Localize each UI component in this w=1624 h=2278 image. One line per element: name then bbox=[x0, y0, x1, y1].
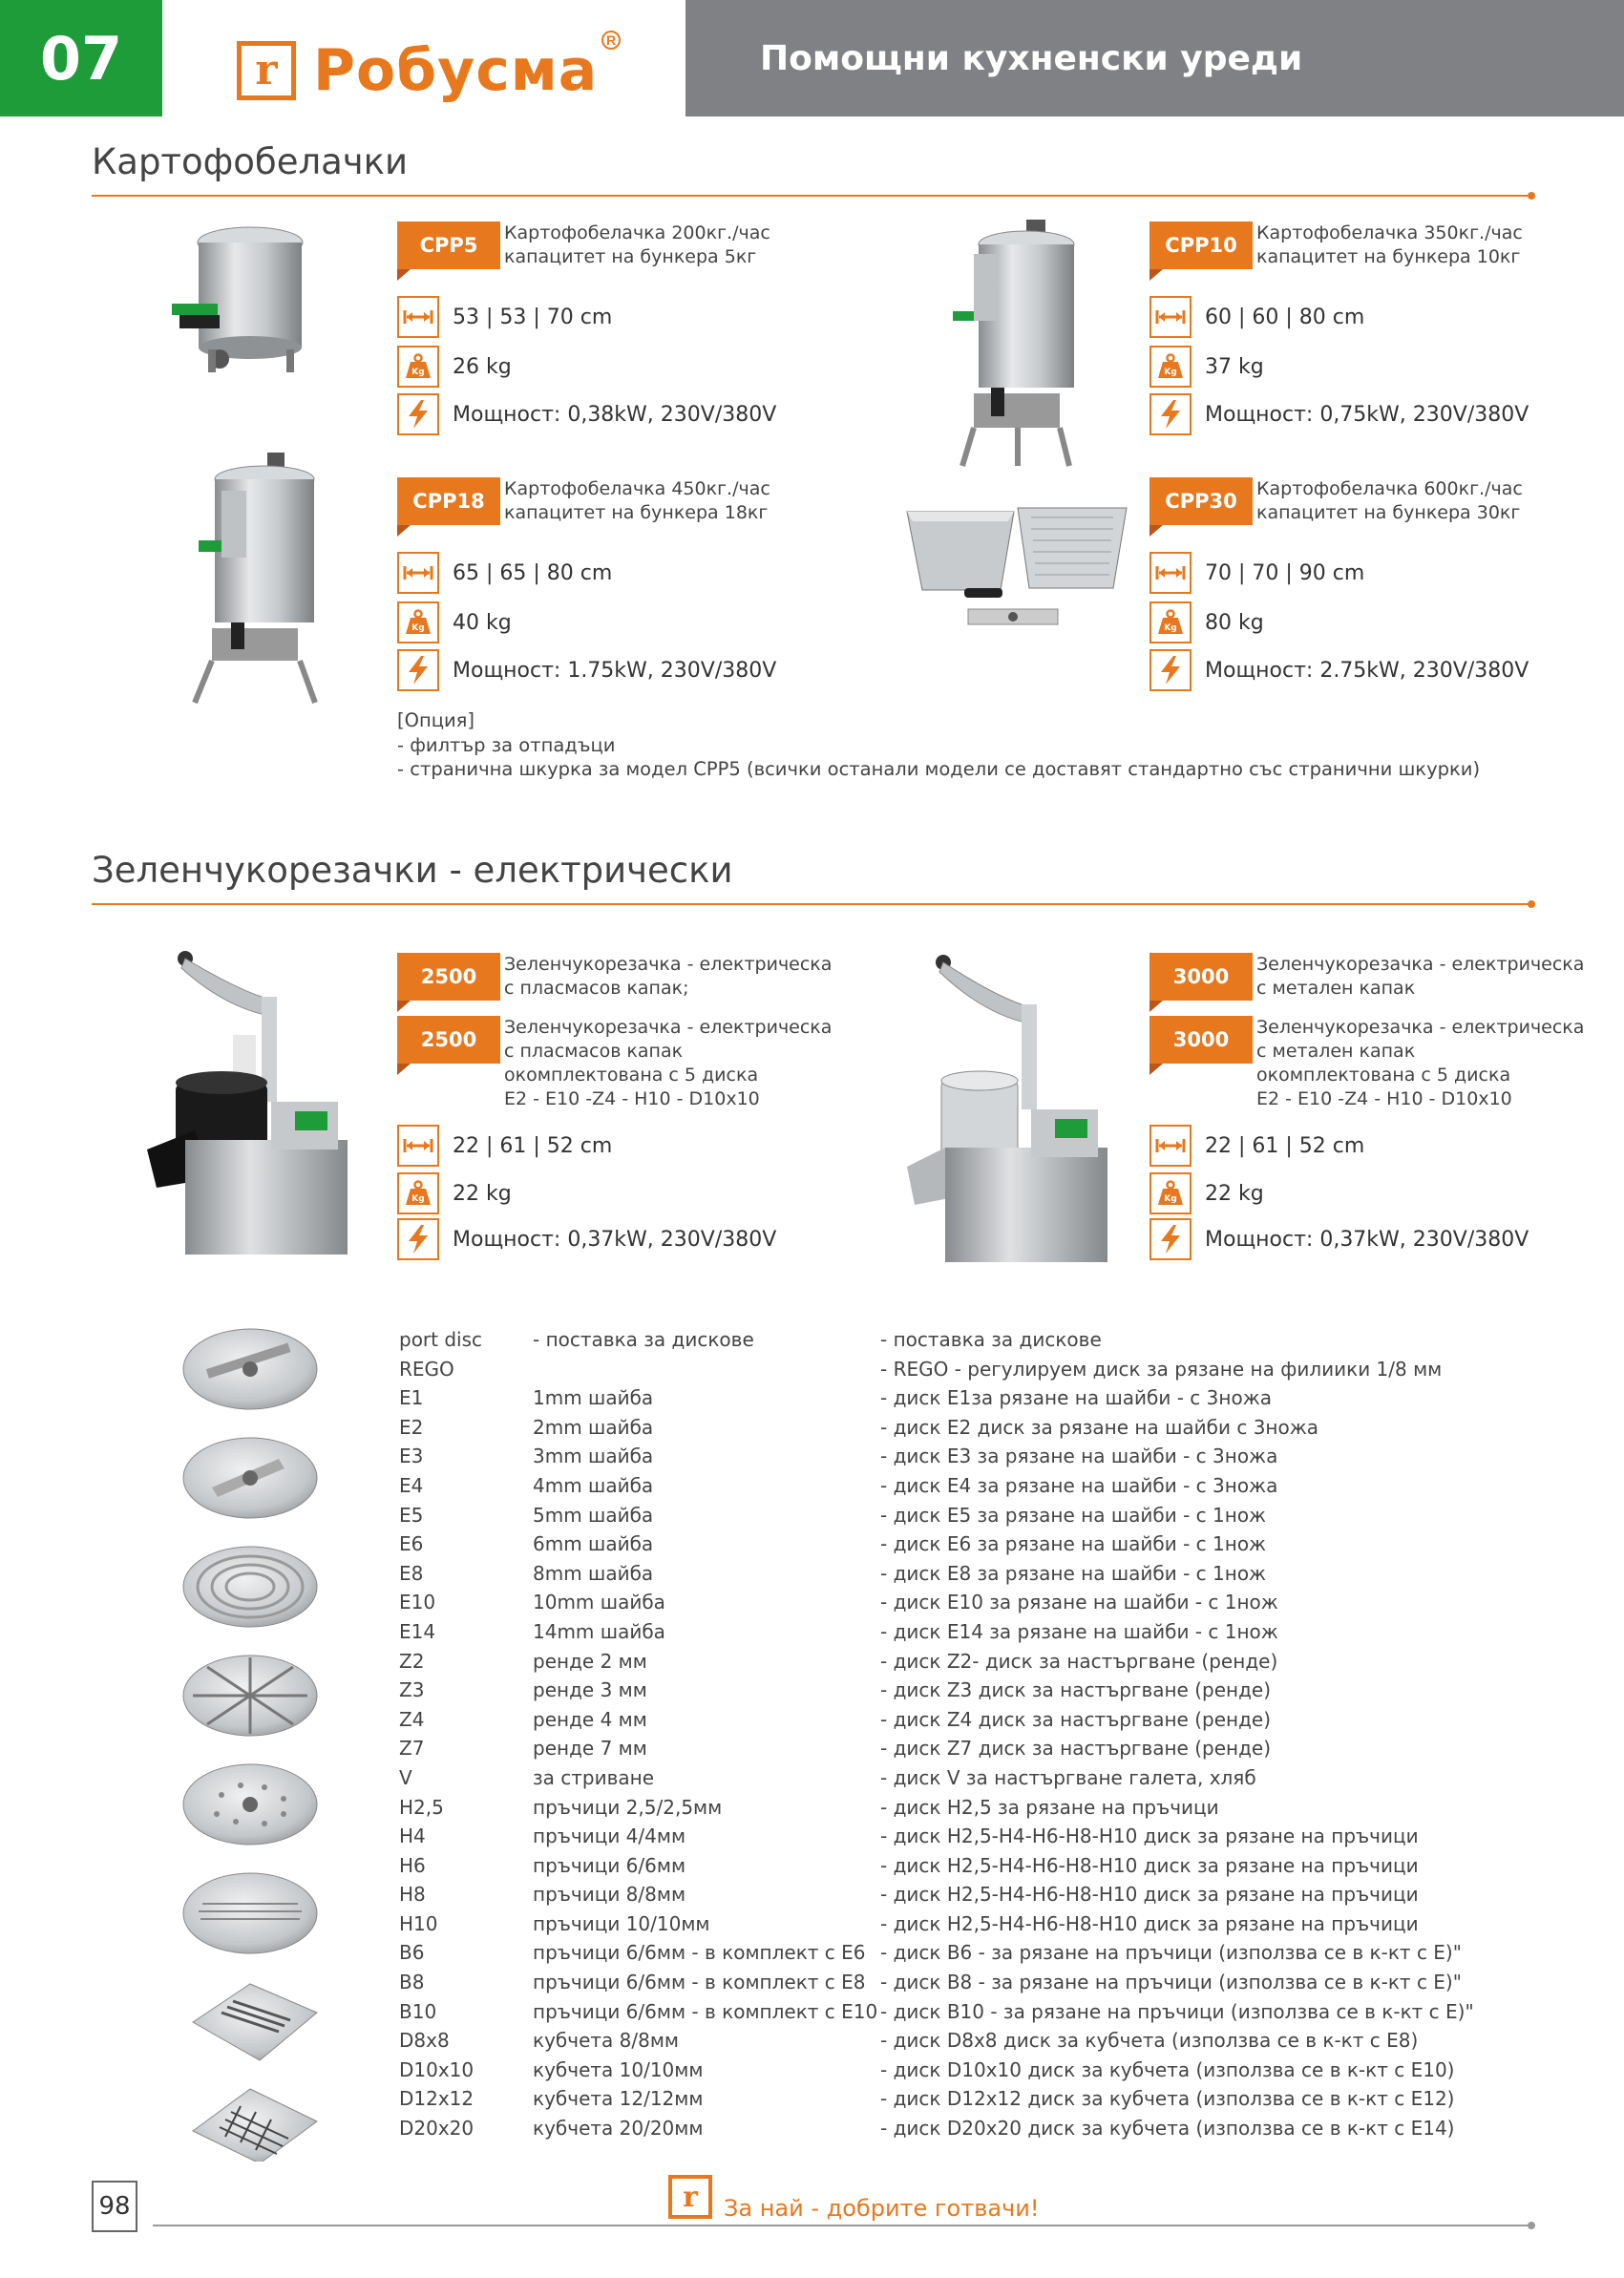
model-description bbox=[1256, 477, 1523, 525]
disc-size: пръчици 4/4мм bbox=[533, 1825, 686, 1848]
spec-row-power bbox=[1149, 649, 1529, 691]
disc-description: - диск Z2- диск за настъргване (ренде) bbox=[880, 1649, 1278, 1673]
model-description bbox=[1256, 953, 1584, 1001]
disc-description: - REGO - регулируем диск за рязане на филиики 1/8 мм bbox=[880, 1357, 1443, 1381]
disc-fine-grater-icon bbox=[183, 1764, 317, 1845]
disc-code: D12x12 bbox=[399, 2087, 475, 2111]
disc-description: - диск D12x12 диск за кубчета (използва се в к-кт с E12) bbox=[880, 2087, 1455, 2111]
description-line: Зеленчукорезачка - електрическа bbox=[1256, 1017, 1585, 1038]
model-code-badge: CPP30 bbox=[1149, 477, 1253, 525]
section-title-slicers: Зеленчукорезачки - електрически bbox=[92, 850, 733, 891]
description-line: капацитет на бункера 5кг bbox=[504, 246, 757, 267]
option-note bbox=[397, 708, 1480, 782]
spec-row-weight bbox=[397, 601, 512, 643]
footer-logo-icon: r bbox=[668, 2175, 712, 2219]
disc-size: кубчета 20/20мм bbox=[533, 2117, 704, 2141]
description-line: с пласмасов капак bbox=[504, 1041, 684, 1062]
spec-power: Мощност: 0,37kW, 230V/380V bbox=[453, 1227, 777, 1252]
peeler-cpp18-image bbox=[183, 453, 327, 710]
spec-weight: 40 kg bbox=[453, 610, 512, 635]
description-line: Картофобелачка 450кг./час bbox=[504, 478, 770, 499]
spec-row-dims bbox=[1149, 1125, 1364, 1167]
brand-logo bbox=[237, 32, 617, 105]
disc-description: - диск H2,5-H4-H6-H8-H10 диск за рязане на пръчици bbox=[880, 1911, 1419, 1935]
footer-divider bbox=[153, 2225, 1531, 2226]
lightning-bolt-icon bbox=[1149, 649, 1192, 691]
disc-size: кубчета 10/10мм bbox=[533, 2057, 704, 2081]
spec-weight: 80 kg bbox=[1205, 610, 1264, 635]
weight-kg-icon bbox=[397, 1172, 439, 1214]
disc-size: 4mm шайба bbox=[533, 1473, 654, 1497]
spec-power: Мощност: 0,75kW, 230V/380V bbox=[1205, 402, 1529, 427]
disc-code: H8 bbox=[399, 1883, 426, 1907]
logo-mark-icon: r bbox=[237, 41, 296, 100]
description-line: капацитет на бункера 18кг bbox=[504, 502, 769, 523]
lightning-bolt-icon bbox=[397, 649, 439, 691]
spec-row-weight bbox=[1149, 601, 1264, 643]
model-code-badge: CPP5 bbox=[397, 221, 500, 269]
spec-row-weight bbox=[1149, 1172, 1264, 1214]
disc-description: - диск E2 диск за рязане на шайби с 3ножа bbox=[880, 1415, 1319, 1439]
description-line: Картофобелачка 350кг./час bbox=[1256, 222, 1523, 243]
disc-size: ренде 2 мм bbox=[533, 1649, 647, 1673]
section-divider bbox=[92, 195, 1531, 197]
model-code-badge: 3000 bbox=[1149, 1016, 1253, 1064]
weight-kg-icon bbox=[397, 346, 439, 388]
disc-code: port disc bbox=[399, 1328, 483, 1351]
peeler-cpp10-image bbox=[936, 216, 1088, 474]
description-line: с метален капак bbox=[1256, 978, 1416, 999]
disc-size: - поставка за дискове bbox=[533, 1328, 754, 1351]
svg-text:Kg: Kg bbox=[1164, 368, 1177, 377]
disc-description: - диск E1за рязане на шайби - с 3ножа bbox=[880, 1386, 1272, 1410]
spec-row-power bbox=[397, 649, 776, 691]
description-line: с пласмасов капак; bbox=[504, 978, 689, 999]
disc-description: - диск E14 за рязане на шайби - с 1нож bbox=[880, 1619, 1278, 1643]
disc-slicing-icon bbox=[183, 1329, 317, 1409]
spec-dims: 60 | 60 | 80 cm bbox=[1205, 305, 1365, 329]
disc-description: - диск B8 - за рязане на пръчици (използва се в к-кт с E)" bbox=[880, 1971, 1462, 1994]
svg-text:Kg: Kg bbox=[411, 368, 425, 377]
disc-size: 10mm шайба bbox=[533, 1591, 665, 1614]
disc-grater-icon bbox=[183, 1547, 317, 1627]
model-description bbox=[504, 477, 770, 525]
disc-description: - диск H2,5-H4-H6-H8-H10 диск за рязане на пръчици bbox=[880, 1883, 1419, 1907]
disc-code: H2,5 bbox=[399, 1795, 444, 1819]
svg-text:Kg: Kg bbox=[411, 623, 425, 633]
disc-code: E10 bbox=[399, 1591, 436, 1614]
disc-shredder-icon bbox=[183, 1656, 317, 1736]
spec-dims: 22 | 61 | 52 cm bbox=[453, 1133, 613, 1158]
disc-description: - диск Z7 диск за настъргване (ренде) bbox=[880, 1737, 1272, 1761]
disc-description: - диск E10 за рязане на шайби - с 1нож bbox=[880, 1591, 1278, 1614]
disc-code: Z3 bbox=[399, 1678, 425, 1702]
disc-code: E3 bbox=[399, 1445, 424, 1468]
footer-slogan: За най - добрите готвачи! bbox=[724, 2195, 1046, 2222]
page-number: 98 bbox=[92, 2181, 137, 2232]
disc-code: D10x10 bbox=[399, 2057, 475, 2081]
spec-power: Мощност: 0,38kW, 230V/380V bbox=[453, 402, 777, 427]
description-line: окомплектована с 5 диска bbox=[1256, 1065, 1511, 1086]
model-description bbox=[504, 221, 770, 269]
spec-row-power bbox=[1149, 1218, 1529, 1260]
model-code-badge: CPP18 bbox=[397, 477, 500, 525]
weight-kg-icon bbox=[1149, 601, 1192, 643]
description-line: капацитет на бункера 10кг bbox=[1256, 246, 1521, 267]
disc-description: - поставка за дискове bbox=[880, 1328, 1102, 1351]
section-header: Помощни кухненски уреди bbox=[685, 0, 1624, 116]
disc-code: D8x8 bbox=[399, 2029, 450, 2053]
lightning-bolt-icon bbox=[397, 1218, 439, 1260]
disc-size: 6mm шайба bbox=[533, 1532, 654, 1556]
disc-description: - диск D20x20 диск за кубчета (използва се в к-кт с E14) bbox=[880, 2117, 1455, 2141]
spec-dims: 22 | 61 | 52 cm bbox=[1205, 1133, 1365, 1158]
disc-size: 8mm шайба bbox=[533, 1561, 654, 1585]
description-line: E2 - E10 -Z4 - H10 - D10x10 bbox=[1256, 1088, 1512, 1109]
disc-code: H4 bbox=[399, 1825, 426, 1848]
disc-code: Z4 bbox=[399, 1707, 425, 1731]
logo-text: Робусма bbox=[313, 37, 599, 104]
disc-code: Z2 bbox=[399, 1649, 425, 1673]
description-line: Картофобелачка 600кг./час bbox=[1256, 478, 1523, 499]
section-title-peelers: Картофобелачки bbox=[92, 141, 409, 182]
spec-row-dims bbox=[1149, 552, 1364, 594]
disc-code: E1 bbox=[399, 1386, 424, 1410]
spec-weight: 22 kg bbox=[453, 1181, 512, 1206]
disc-code: E2 bbox=[399, 1415, 424, 1439]
model-code-badge: 2500 bbox=[397, 953, 500, 1001]
spec-power: Мощност: 0,37kW, 230V/380V bbox=[1205, 1227, 1529, 1252]
model-description bbox=[1256, 221, 1523, 269]
svg-text:Kg: Kg bbox=[411, 1194, 425, 1204]
disc-size: пръчици 6/6мм - в комплект с E10 bbox=[533, 1999, 878, 2023]
dimensions-arrow-icon bbox=[397, 552, 439, 594]
spec-power: Мощност: 1.75kW, 230V/380V bbox=[453, 658, 777, 683]
model-code-badge: 2500 bbox=[397, 1016, 500, 1064]
disc-description: - диск E5 за рязане на шайби - с 1нож bbox=[880, 1503, 1267, 1527]
spec-row-dims bbox=[397, 296, 612, 338]
disc-description: - диск H2,5-H4-H6-H8-H10 диск за рязане на пръчици bbox=[880, 1853, 1419, 1877]
lightning-bolt-icon bbox=[1149, 1218, 1192, 1260]
disc-size: 2mm шайба bbox=[533, 1415, 654, 1439]
disc-julienne-icon bbox=[183, 1873, 317, 1953]
disc-code: H6 bbox=[399, 1853, 426, 1877]
vegetable-slicer-3000-image bbox=[888, 947, 1117, 1272]
spec-row-dims bbox=[397, 552, 612, 594]
description-line: Зеленчукорезачка - електрическа bbox=[1256, 954, 1585, 975]
dimensions-arrow-icon bbox=[1149, 552, 1192, 594]
description-line: E2 - E10 -Z4 - H10 - D10x10 bbox=[504, 1088, 760, 1109]
dimensions-arrow-icon bbox=[397, 1125, 439, 1167]
note-line: - филтър за отпадъци bbox=[397, 733, 616, 756]
disc-description: - диск Z4 диск за настъргване (ренде) bbox=[880, 1707, 1272, 1731]
description-line: с метален капак bbox=[1256, 1041, 1416, 1062]
disc-code: B6 bbox=[399, 1941, 425, 1965]
description-line: окомплектована с 5 диска bbox=[504, 1065, 759, 1086]
model-code-badge: 3000 bbox=[1149, 953, 1253, 1001]
disc-description: - диск E3 за рязане на шайби - с 3ножа bbox=[880, 1445, 1278, 1468]
svg-text:Kg: Kg bbox=[1164, 623, 1177, 633]
model-description bbox=[504, 953, 832, 1001]
disc-size: за стриване bbox=[533, 1765, 655, 1789]
weight-kg-icon bbox=[1149, 346, 1192, 388]
registered-mark: R bbox=[601, 31, 621, 50]
disc-description: - диск E8 за рязане на шайби - с 1нож bbox=[880, 1561, 1267, 1585]
spec-row-dims bbox=[1149, 296, 1364, 338]
weight-kg-icon bbox=[397, 601, 439, 643]
disc-code: V bbox=[399, 1765, 412, 1789]
description-line: Картофобелачка 200кг./час bbox=[504, 222, 770, 243]
spec-dims: 70 | 70 | 90 cm bbox=[1205, 560, 1365, 585]
disc-description: - диск B10 - за рязане на пръчици (използва се в к-кт с E)" bbox=[880, 1999, 1474, 2023]
peeler-cpp5-image bbox=[162, 216, 315, 388]
description-line: Зеленчукорезачка - електрическа bbox=[504, 1017, 833, 1038]
spec-row-weight bbox=[1149, 346, 1264, 388]
weight-kg-icon bbox=[1149, 1172, 1192, 1214]
disc-code: Z7 bbox=[399, 1737, 425, 1761]
disc-dice-grid-icon bbox=[193, 2089, 317, 2162]
disc-size: пръчици 10/10мм bbox=[533, 1911, 710, 1935]
disc-size: 14mm шайба bbox=[533, 1619, 665, 1643]
disc-code: E4 bbox=[399, 1473, 424, 1497]
disc-description: - диск B6 - за рязане на пръчици (използва се в к-кт с E)" bbox=[880, 1941, 1462, 1965]
disc-size: 5mm шайба bbox=[533, 1503, 654, 1527]
disc-code: E8 bbox=[399, 1561, 424, 1585]
waste-filter-trays-image bbox=[901, 498, 1130, 632]
spec-row-power bbox=[1149, 393, 1529, 435]
spec-weight: 22 kg bbox=[1205, 1181, 1264, 1206]
spec-row-weight bbox=[397, 346, 512, 388]
disc-description: - диск V за настъргване галета, хляб bbox=[880, 1765, 1256, 1789]
spec-weight: 37 kg bbox=[1205, 354, 1264, 379]
model-description bbox=[1256, 1016, 1584, 1111]
disc-size: 1mm шайба bbox=[533, 1386, 654, 1410]
disc-size: пръчици 2,5/2,5мм bbox=[533, 1795, 723, 1819]
description-line: капацитет на бункера 30кг bbox=[1256, 502, 1521, 523]
disc-code: REGO bbox=[399, 1357, 454, 1381]
spec-dims: 65 | 65 | 80 cm bbox=[453, 560, 613, 585]
disc-size: ренде 4 мм bbox=[533, 1707, 647, 1731]
disc-description: - диск D10x10 диск за кубчета (използва се в к-кт с E10) bbox=[880, 2057, 1455, 2081]
disc-description: - диск H2,5-H4-H6-H8-H10 диск за рязане на пръчици bbox=[880, 1825, 1419, 1848]
disc-size: кубчета 12/12мм bbox=[533, 2087, 704, 2111]
disc-size: ренде 3 мм bbox=[533, 1678, 647, 1702]
spec-dims: 53 | 53 | 70 cm bbox=[453, 305, 613, 329]
note-line: [Опция] bbox=[397, 709, 475, 731]
dimensions-arrow-icon bbox=[1149, 296, 1192, 338]
note-line: - странична шкурка за модел CPP5 (всички останали модели се доставят стандартно със странични шкурки) bbox=[397, 758, 1481, 780]
disc-size: 3mm шайба bbox=[533, 1445, 654, 1468]
spec-row-weight bbox=[397, 1172, 512, 1214]
disc-size: ренде 7 мм bbox=[533, 1737, 647, 1761]
disc-description: - диск H2,5 за рязане на пръчици bbox=[880, 1795, 1219, 1819]
disc-size: пръчици 8/8мм bbox=[533, 1883, 686, 1907]
disc-code: E14 bbox=[399, 1619, 436, 1643]
section-divider bbox=[92, 903, 1531, 905]
disc-size: пръчици 6/6мм - в комплект с E6 bbox=[533, 1941, 866, 1965]
vegetable-slicer-2500-image bbox=[128, 939, 348, 1264]
disc-code: E5 bbox=[399, 1503, 424, 1527]
disc-code: D20x20 bbox=[399, 2117, 475, 2141]
disc-size: пръчици 6/6мм - в комплект с E8 bbox=[533, 1971, 866, 1994]
model-description bbox=[504, 1016, 832, 1111]
disc-blade-icon bbox=[183, 1438, 317, 1518]
disc-images-column bbox=[174, 1321, 327, 2162]
disc-description: - диск Z3 диск за настъргване (ренде) bbox=[880, 1678, 1272, 1702]
disc-code: E6 bbox=[399, 1532, 424, 1556]
disc-code: B10 bbox=[399, 1999, 437, 2023]
lightning-bolt-icon bbox=[397, 393, 439, 435]
svg-text:Kg: Kg bbox=[1164, 1194, 1177, 1204]
disc-stick-icon bbox=[193, 1984, 317, 2060]
disc-size: пръчици 6/6мм bbox=[533, 1853, 686, 1877]
spec-row-power bbox=[397, 1218, 776, 1260]
disc-description: - диск E6 за рязане на шайби - с 1нож bbox=[880, 1532, 1267, 1556]
dimensions-arrow-icon bbox=[1149, 1125, 1192, 1167]
spec-weight: 26 kg bbox=[453, 354, 512, 379]
disc-code: H10 bbox=[399, 1911, 438, 1935]
dimensions-arrow-icon bbox=[397, 296, 439, 338]
chapter-number: 07 bbox=[0, 0, 162, 116]
description-line: Зеленчукорезачка - електрическа bbox=[504, 954, 833, 975]
spec-power: Мощност: 2.75kW, 230V/380V bbox=[1205, 658, 1529, 683]
disc-size: кубчета 8/8мм bbox=[533, 2029, 679, 2053]
spec-row-power bbox=[397, 393, 776, 435]
spec-row-dims bbox=[397, 1125, 612, 1167]
lightning-bolt-icon bbox=[1149, 393, 1192, 435]
model-code-badge: CPP10 bbox=[1149, 221, 1253, 269]
disc-description: - диск E4 за рязане на шайби - с 3ножа bbox=[880, 1473, 1278, 1497]
disc-description: - диск D8x8 диск за кубчета (използва се в к-кт с E8) bbox=[880, 2029, 1419, 2053]
disc-code: B8 bbox=[399, 1971, 425, 1994]
